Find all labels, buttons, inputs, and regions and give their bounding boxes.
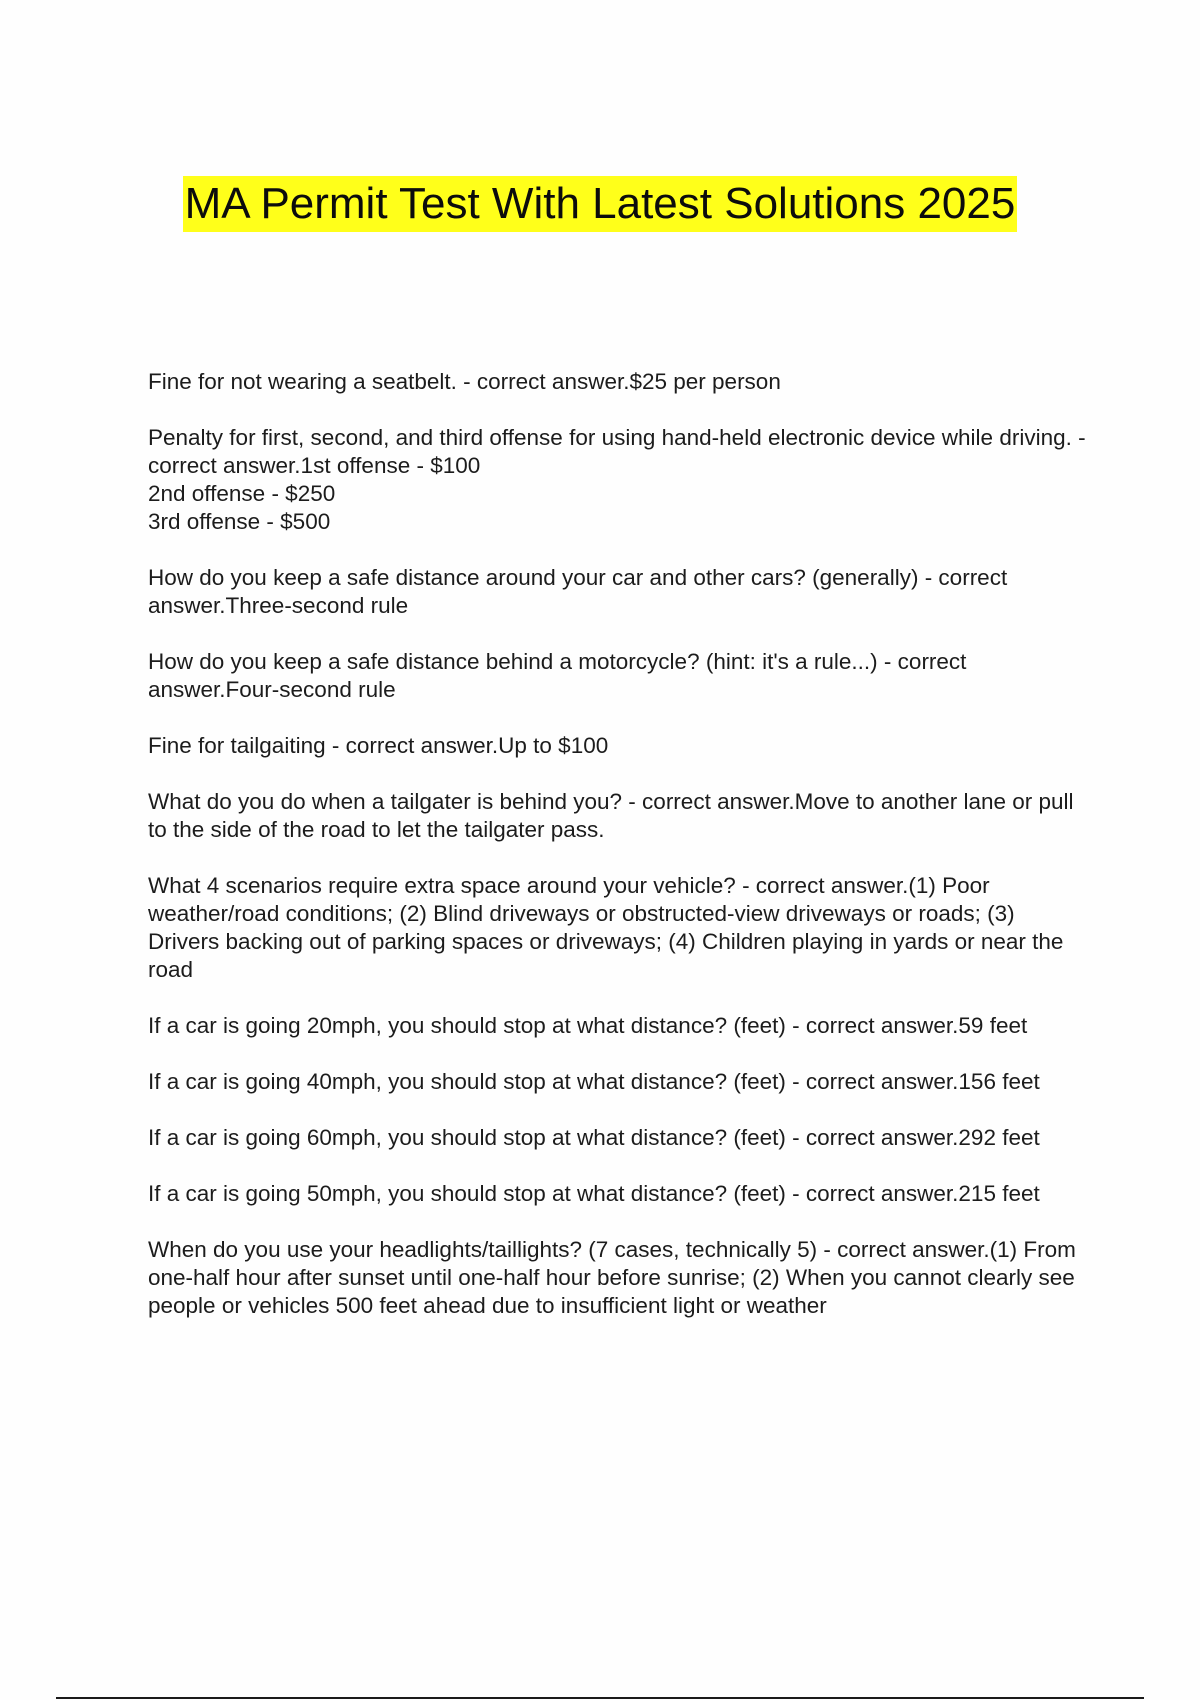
qa-item: How do you keep a safe distance behind a motorcycle? (hint: it's a rule...) - correct answer.Four-second rule: [148, 649, 967, 702]
qa-item: If a car is going 60mph, you should stop at what distance? (feet) - correct answer.292 feet: [148, 1125, 1040, 1150]
qa-item: If a car is going 40mph, you should stop at what distance? (feet) - correct answer.156 feet: [148, 1069, 1040, 1094]
title-container: [0, 176, 1200, 232]
qa-item: What 4 scenarios require extra space around your vehicle? - correct answer.(1) Poor weather/road conditions; (2) Blind driveways or obstructed-view driveways or roads; (3) Drivers backing out of parking spaces or driveways; (4) Children playing in yards or near the road: [148, 873, 1064, 982]
qa-item: If a car is going 50mph, you should stop at what distance? (feet) - correct answer.215 feet: [148, 1181, 1040, 1206]
qa-item: If a car is going 20mph, you should stop at what distance? (feet) - correct answer.59 feet: [148, 1013, 1028, 1038]
page-divider: [56, 1697, 1144, 1699]
qa-item: How do you keep a safe distance around your car and other cars? (generally) - correct answer.Three-second rule: [148, 565, 1008, 618]
qa-item: What do you do when a tailgater is behind you? - correct answer.Move to another lane or pull to the side of the road to let the tailgater pass.: [148, 789, 1074, 842]
qa-item: Penalty for first, second, and third offense for using hand-held electronic device while driving. - correct answer.1st offense - $100 2nd offense - $250 3rd offense - $500: [148, 425, 1086, 534]
qa-item: Fine for not wearing a seatbelt. - correct answer.$25 per person: [148, 369, 781, 394]
page-title: MA Permit Test With Latest Solutions 2025: [183, 176, 1018, 232]
qa-item: When do you use your headlights/taillights? (7 cases, technically 5) - correct answer.(1) From one-half hour after sunset until one-half hour before sunrise; (2) When you cannot clearly see people or vehicles 500 feet ahead due to insufficient light or weather: [148, 1237, 1076, 1318]
qa-item: Fine for tailgaiting - correct answer.Up to $100: [148, 733, 609, 758]
qa-list: [148, 368, 1088, 1348]
